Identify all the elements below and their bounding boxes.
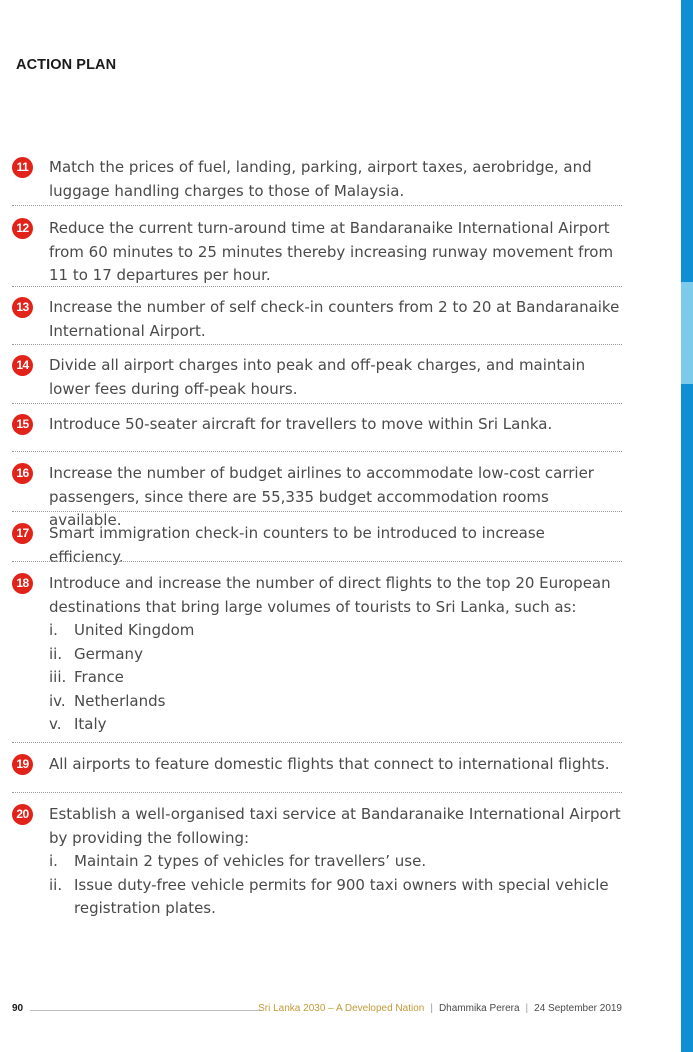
sub-item-numeral: ii. — [49, 875, 63, 894]
sub-item-text: Italy — [74, 715, 107, 733]
item-text: Match the prices of fuel, landing, parking, airport taxes, aerobridge, and luggage handling charges to those of Malaysia. — [49, 158, 592, 200]
sub-list-item — [49, 643, 623, 667]
sub-item-text: Maintain 2 types of vehicles for travellers’ use. — [74, 852, 427, 870]
sub-item-numeral: ii. — [49, 644, 63, 663]
item-text: Introduce and increase the number of direct flights to the top 20 European destinations that bring large volumes of tourists to Sri Lanka, such as: — [49, 574, 611, 616]
sub-item-numeral: i. — [49, 621, 58, 639]
sub-item-text: Netherlands — [74, 691, 166, 710]
footer-separator: | — [525, 1003, 529, 1014]
sub-list — [49, 850, 623, 921]
footer-rule — [30, 1010, 262, 1011]
item-number-badge: 11 — [12, 157, 33, 178]
item-divider — [12, 511, 622, 512]
sub-list-item — [49, 619, 623, 643]
item-text: Smart immigration check-in counters to be introduced to increase efficiency. — [49, 524, 545, 566]
item-divider — [12, 403, 622, 404]
item-divider — [12, 792, 622, 793]
item-text: Introduce 50-seater aircraft for travellers to move within Sri Lanka. — [49, 415, 553, 433]
item-text: Establish a well-organised taxi service at Bandaranaike International Airport by providing the following: — [49, 805, 621, 847]
sub-list-item — [49, 666, 623, 690]
sub-item-numeral: iv. — [49, 691, 66, 710]
item-text-block — [49, 572, 623, 737]
footer-title: Sri Lanka 2030 – A Developed Nation — [258, 1003, 425, 1014]
footer-separator: | — [430, 1003, 433, 1014]
sub-item-numeral: i. — [49, 852, 58, 870]
item-text: All airports to feature domestic flights that connect to international flights. — [49, 755, 610, 773]
item-text: Increase the number of self check-in counters from 2 to 20 at Bandaranaike International Airport. — [49, 298, 620, 340]
footer-date: 24 September 2019 — [534, 1003, 622, 1014]
sub-list-item — [49, 713, 623, 737]
page-number: 90 — [12, 1003, 24, 1014]
item-number-badge: 20 — [12, 804, 33, 825]
item-number-badge: 12 — [12, 218, 33, 239]
footer-running-title — [258, 1003, 622, 1014]
sub-item-text: United Kingdom — [74, 621, 195, 639]
item-text: Reduce the current turn-around time at Bandaranaike International Airport from 60 minutes to 25 minutes thereby increasing runway movement from 11 to 17 departures per hour. — [49, 219, 614, 284]
item-number-badge: 19 — [12, 754, 33, 775]
item-divider — [12, 742, 622, 743]
sub-list-item — [49, 850, 623, 874]
item-number-badge: 13 — [12, 297, 33, 318]
item-number-badge: 18 — [12, 573, 33, 594]
item-divider — [12, 451, 622, 452]
item-number-badge: 14 — [12, 355, 33, 376]
item-number-badge: 17 — [12, 523, 33, 544]
page-heading: ACTION PLAN — [16, 57, 117, 73]
item-text-block — [49, 803, 623, 921]
item-text: Divide all airport charges into peak and off-peak charges, and maintain lower fees during off-peak hours. — [49, 356, 586, 398]
sub-item-numeral: v. — [49, 715, 62, 733]
item-divider — [12, 561, 622, 562]
item-divider — [12, 205, 622, 206]
sub-list — [49, 619, 623, 737]
item-number-badge: 15 — [12, 414, 33, 435]
sub-list-item — [49, 690, 623, 714]
item-number-badge: 16 — [12, 463, 33, 484]
sub-item-text: Germany — [74, 644, 143, 663]
sub-item-text: France — [74, 668, 124, 686]
item-divider — [12, 344, 622, 345]
item-text: Increase the number of budget airlines to accommodate low-cost carrier passengers, since there are 55,335 budget accommodation rooms available. — [49, 464, 594, 529]
item-divider — [12, 286, 622, 287]
sub-item-text: Issue duty-free vehicle permits for 900 taxi owners with special vehicle registration plates. — [74, 875, 609, 917]
page-edge-color-bar — [681, 0, 693, 1052]
sub-item-numeral: iii. — [49, 668, 67, 686]
footer-author: Dhammika Perera — [438, 1003, 520, 1014]
sub-list-item — [49, 874, 623, 921]
